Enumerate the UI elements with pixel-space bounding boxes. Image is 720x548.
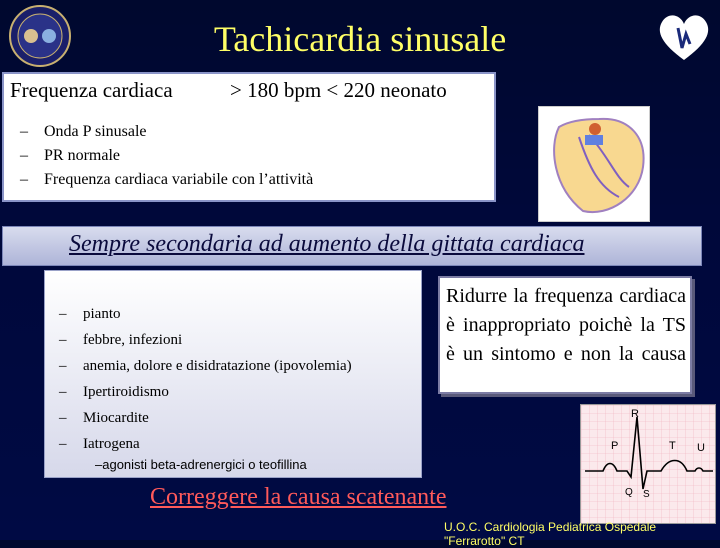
slide-title: Tachicardia sinusale <box>213 19 507 59</box>
ecg-label-u: U <box>697 442 705 454</box>
heart-rate-value: > 180 bpm < 220 neonato <box>230 78 447 102</box>
list-item: – Iatrogena <box>83 431 352 457</box>
list-item: – febbre, infezioni <box>83 327 352 353</box>
causes-sub-note: –agonisti beta-adrenergici o teofillina <box>95 457 307 472</box>
reduce-note-text: Ridurre la frequenza cardiaca è inappropriato poichè la TS è un sintomo e non la causa <box>446 285 686 365</box>
heart-rate-box <box>2 72 496 202</box>
list-item: – PR normale <box>44 144 313 168</box>
banner <box>2 226 702 266</box>
ecg-label-s: S <box>643 489 650 500</box>
banner-text: Sempre secondaria ad aumento della gittata cardiaca <box>69 231 585 257</box>
reduce-note-box <box>438 276 692 394</box>
ecg-diagram <box>580 404 716 524</box>
call-to-action: Correggere la causa scatenante <box>150 484 447 510</box>
ecg-label-t: T <box>669 440 676 452</box>
ecg-label-q: Q <box>625 487 633 498</box>
footer-credit: U.O.C. Cardiologia Pediatrica Ospedale "Ferrarotto" CT <box>444 520 657 548</box>
list-item: – Onda P sinusale <box>44 120 313 144</box>
list-item: – Ipertiroidismo <box>83 379 352 405</box>
causes-list <box>83 301 352 457</box>
ecg-label-r: R <box>631 408 639 420</box>
list-item: – Miocardite <box>83 405 352 431</box>
heart-rate-label: Frequenza cardiaca <box>10 78 173 102</box>
list-item: – anemia, dolore e disidratazione (ipovolemia) <box>83 353 352 379</box>
ecg-label-p: P <box>611 440 619 452</box>
running-heart-illustration <box>538 106 650 222</box>
list-item: – Frequenza cardiaca variabile con l’attività <box>44 168 313 192</box>
ecg-features-list <box>44 120 313 192</box>
causes-box <box>44 270 422 478</box>
list-item: – pianto <box>83 301 352 327</box>
